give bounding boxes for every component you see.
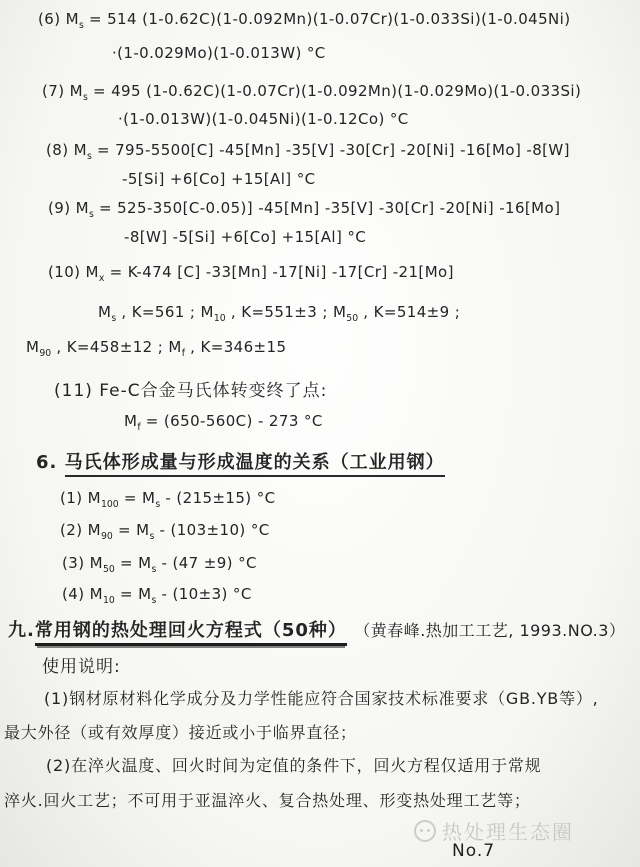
section6-title: 马氏体形成量与形成温度的关系（工业用钢） bbox=[65, 452, 445, 477]
k-values-line-1: $M_s$ , K=561 ; $M_{10}$ , K=551±3 ; $M_{50}$ , K=514±9 ; bbox=[98, 303, 461, 324]
formula-line-8a: (8) $M_s = 795-5500[C]$ -45[Mn] -35[V] -30[Cr] -20[Ni] -16[Mo] -8[W] bbox=[46, 141, 570, 162]
formula-line-11-label: (11) Fe-C合金马氏体转变终了点: bbox=[54, 381, 328, 401]
k-values-line-2: $M_{90}$ , K=458±12 ; $M_f$ , K=346±15 bbox=[26, 338, 287, 359]
formula-line-6a: (6) $M_s = 514$ (1-0.62C)(1-0.092Mn)(1-0.07Cr)(1-0.033Si)(1-0.045Ni) bbox=[38, 10, 571, 31]
section9-heading bbox=[8, 616, 625, 642]
usage-note2-line1: (2)在淬火温度、回火时间为定值的条件下，回火方程仅适用于常规 bbox=[46, 756, 542, 775]
formula-line-7a: (7) $M_s = 495$ (1-0.62C)(1-0.07Cr)(1-0.092Mn)(1-0.029Mo)(1-0.033Si) bbox=[42, 82, 582, 103]
section6-number: 6. bbox=[36, 452, 58, 473]
formula-line-11-mf: $M_f = (650-560C) - 273$ °C bbox=[124, 412, 323, 433]
section9-title: 常用钢的热处理回火方程式（50种） bbox=[35, 620, 347, 646]
page-number: No.7 bbox=[452, 841, 496, 861]
formula-line-6b: ·(1-0.029Mo)(1-0.013W) °C bbox=[112, 44, 326, 62]
section6-item-4: (4) $M_{10} = M_s - (10\pm 3)$ °C bbox=[62, 585, 252, 606]
usage-note1-line1: (1)钢材原材料化学成分及力学性能应符合国家技术标准要求（GB.YB等）, bbox=[44, 689, 599, 708]
formula-line-8b: -5[Si] +6[Co] +15[Al] °C bbox=[122, 170, 316, 188]
section6-heading bbox=[36, 448, 445, 474]
section6-item-1: (1) $M_{100} = M_s - (215\pm 15)$ °C bbox=[60, 489, 276, 510]
formula-line-10: (10) $M_x = K-474$ [C] -33[Mn] -17[Ni] -17[Cr] -21[Mo] bbox=[48, 263, 454, 284]
formula-line-9b: -8[W] -5[Si] +6[Co] +15[Al] °C bbox=[124, 228, 367, 246]
section6-item-2: (2) $M_{90} = M_s - (103\pm 10)$ °C bbox=[60, 521, 270, 542]
section9-number: 九. bbox=[8, 620, 35, 641]
formula-line-9a: (9) $M_s = 525-350[C-0.05)$] -45[Mn] -35[V] -30[Cr] -20[Ni] -16[Mo] bbox=[48, 199, 561, 220]
usage-label: 使用说明: bbox=[42, 657, 121, 677]
section9-reference: （黄春峰.热加工工艺, 1993.NO.3） bbox=[354, 621, 626, 640]
watermark-text: 热处理生态圈 bbox=[442, 820, 574, 844]
formula-line-7b: ·(1-0.013W)(1-0.045Ni)(1-0.12Co) °C bbox=[118, 110, 409, 128]
watermark-logo-icon bbox=[414, 820, 436, 842]
usage-note1-line2: 最大外径（或有效厚度）接近或小于临界直径； bbox=[4, 723, 357, 742]
usage-note2-line2: 淬火.回火工艺；不可用于亚温淬火、复合热处理、形变热处理工艺等； bbox=[4, 791, 531, 810]
section6-item-3: (3) $M_{50} = M_s - (47 \pm 9)$ °C bbox=[62, 554, 257, 575]
